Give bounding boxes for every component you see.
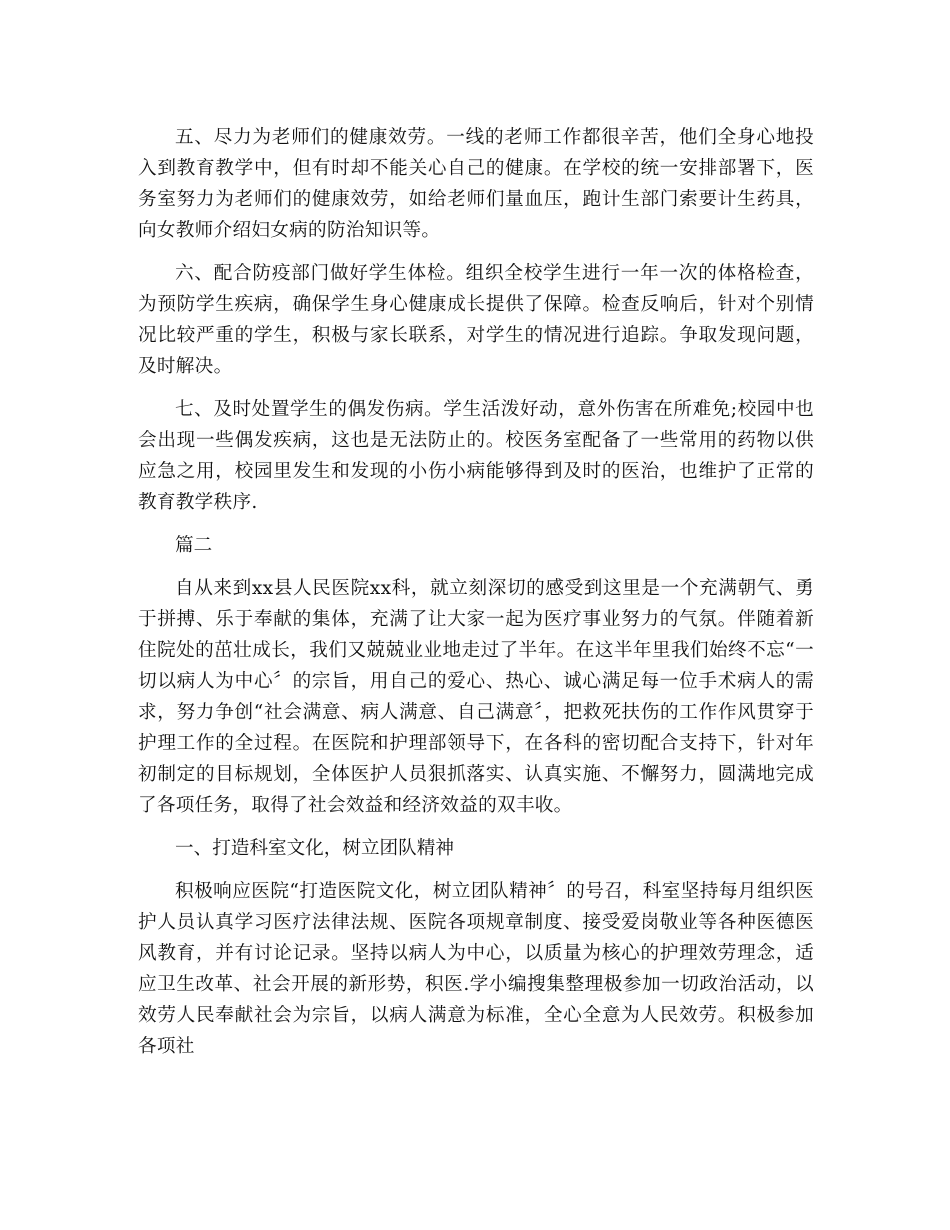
document-page xyxy=(138,122,814,1074)
section-heading-department-culture: 一、打造科室文化，树立团队精神 xyxy=(175,838,454,859)
paragraph-team-spirit: 积极响应医院“打造医院文化，树立团队精神〞的号召，科室坚持每月组织医护人员认真学习医疗法律法规、医院各项规章制度、接受爱岗敬业等各种医德医风教育，并有讨论记录。坚持以病人为中心，以质量为核心的护理效劳理念，适应卫生改革、社会开展的新形势，积医.学小编搜集整理极参加一切政治活动，以效劳人民奉献社会为宗旨，以病人满意为标准，全心全意为人民效劳。积极参加各项社 xyxy=(138,881,814,1057)
section-heading-part-two: 篇二 xyxy=(175,535,213,556)
paragraph-health-service: 五、尽力为老师们的健康效劳。一线的老师工作都很辛苦，他们全身心地投入到教育教学中，但有时却不能关心自己的健康。在学校的统一安排部署下，医务室努力为老师们的健康效劳，如给老师们量血压，跑计生部门索要计生药具，向女教师介绍妇女病的防治知识等。 xyxy=(138,127,814,241)
paragraph-student-checkup: 六、配合防疫部门做好学生体检。组织全校学生进行一年一次的体格检查，为预防学生疾病，确保学生身心健康成长提供了保障。检查反响后，针对个别情况比较严重的学生，积极与家长联系，对学生的情况进行追踪。争取发现问题，及时解决。 xyxy=(138,263,814,377)
paragraph-hospital-intro: 自从来到xx县人民医院xx科，就立刻深切的感受到这里是一个充满朝气、勇于拼搏、乐于奉献的集体，充满了让大家一起为医疗事业努力的气氛。伴随着新住院处的茁壮成长，我们又兢兢业业地走过了半年。在这半年里我们始终不忘“一切以病人为中心〞的宗旨，用自己的爱心、热心、诚心满足每一位手术病人的需求，努力争创“社会满意、病人满意、自己满意〞，把救死扶伤的工作作风贯穿于护理工作的全过程。在医院和护理部领导下，在各科的密切配合支持下，针对年初制定的目标规划，全体医护人员狠抓落实、认真实施、不懈努力，圆满地完成了各项任务，取得了社会效益和经济效益的双丰收。 xyxy=(138,578,814,816)
paragraph-injury-handling: 七、及时处置学生的偶发伤病。学生活泼好动，意外伤害在所难免;校园中也会出现一些偶发疾病，这也是无法防止的。校医务室配备了一些常用的药物以供应急之用，校园里发生和发现的小伤小病能够得到及时的医治，也维护了正常的教育教学秩序. xyxy=(138,399,814,513)
